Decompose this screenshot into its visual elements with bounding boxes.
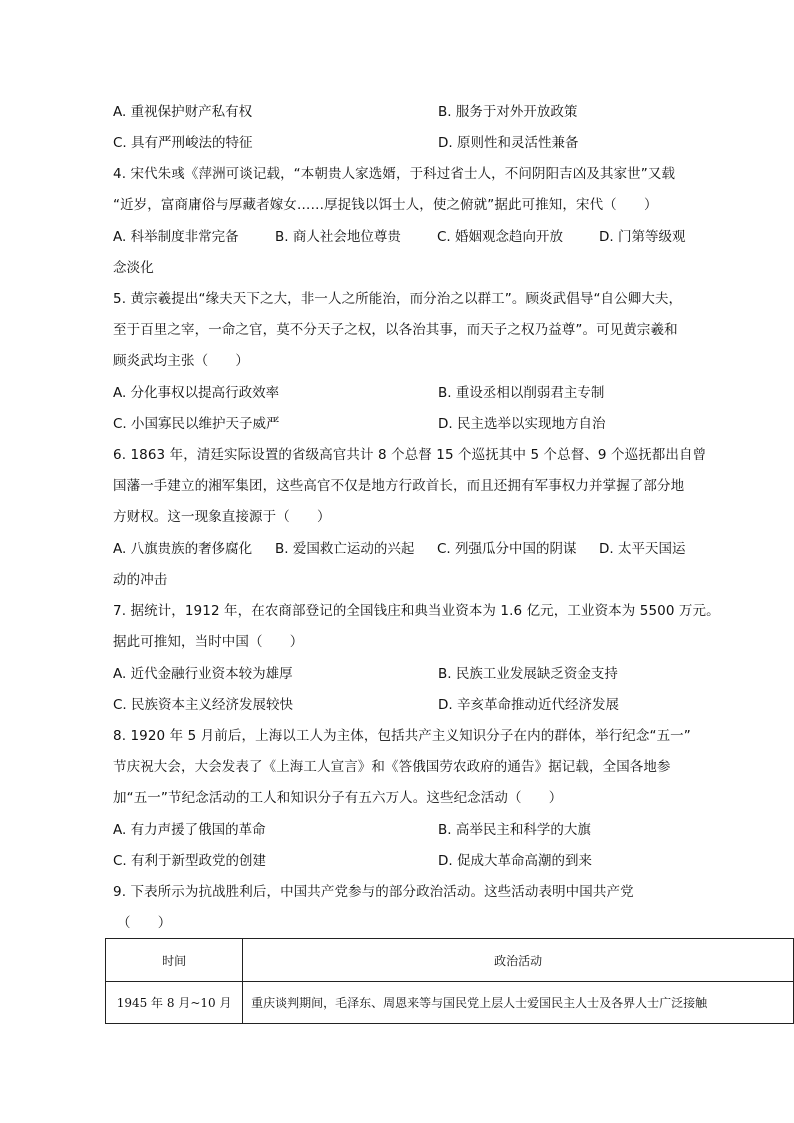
q8-option-d: D. 促成大革命高潮的到来	[438, 853, 592, 869]
q6-option-d-cont: 动的冲击	[113, 572, 168, 588]
q8-option-a: A. 有力声援了俄国的革命	[113, 822, 266, 838]
q3-option-c: C. 具有严刑峻法的特征	[113, 135, 253, 151]
q6-option-b: B. 爱国救亡运动的兴起	[275, 541, 415, 557]
q5-stem-line-2: 至于百里之宰，一命之官，莫不分天子之权，以各治其事，而天子之权乃益尊”。可见黄宗羲和	[113, 322, 678, 338]
q8-option-b: B. 高举民主和科学的大旗	[438, 822, 591, 838]
q4-option-c: C. 婚姻观念趋向开放	[437, 229, 564, 245]
q3-option-a: A. 重视保护财产私有权	[113, 104, 253, 120]
q6-option-a: A. 八旗贵族的奢侈腐化	[113, 541, 253, 557]
q7-option-a: A. 近代金融行业资本较为雄厚	[113, 666, 293, 682]
q5-stem-line-1: 5. 黄宗羲提出“缘夫天下之大，非一人之所能治，而分治之以群工”。顾炎武倡导“自公卿大夫，	[113, 291, 683, 307]
q4-stem-line-1: 4. 宋代朱彧《萍洲可谈记载，“本朝贵人家选婿，于科过省士人，不问阴阳吉凶及其家世”又载	[113, 166, 676, 182]
q6-stem-line-2: 国藩一手建立的湘军集团，这些高官不仅是地方行政首长，而且还拥有军事权力并掌握了部分地	[113, 478, 685, 494]
q5-option-a: A. 分化事权以提高行政效率	[113, 385, 280, 401]
q6-option-c: C. 列强瓜分中国的阴谋	[437, 541, 577, 557]
q6-option-d: D. 太平天国运	[599, 541, 686, 557]
q4-option-d: D. 门第等级观	[599, 229, 686, 245]
q7-option-d: D. 辛亥革命推动近代经济发展	[438, 697, 619, 713]
table-header-row	[106, 939, 794, 982]
q7-option-c: C. 民族资本主义经济发展较快	[113, 697, 294, 713]
q7-stem-line-1: 7. 据统计，1912 年，在农商部登记的全国钱庄和典当业资本为 1.6 亿元，工业资本为 5500 万元。	[113, 603, 720, 619]
q6-stem-line-1: 6. 1863 年，清廷实际设置的省级高官共计 8 个总督 15 个巡抚其中 5 个总督、9 个巡抚都出自曾	[113, 447, 707, 463]
q6-options	[113, 539, 685, 559]
q5-option-d: D. 民主选举以实现地方自治	[438, 416, 606, 432]
table-header-activity: 政治活动	[243, 939, 794, 982]
q4-stem-line-2: “近岁，富商庸俗与厚藏者嫁女……厚捉钱以饵士人，使之俯就”据此可推知，宋代（ ）	[113, 197, 658, 213]
q5-option-b: B. 重设丞相以削弱君主专制	[438, 385, 605, 401]
q4-options	[113, 227, 685, 247]
q4-option-b: B. 商人社会地位尊贵	[275, 229, 401, 245]
q9-table	[105, 938, 794, 1024]
q8-stem-line-1: 8. 1920 年 5 月前后，上海以工人为主体，包括共产主义知识分子在内的群体，举行纪念“五一”	[113, 728, 691, 744]
table-cell-time: 1945 年 8 月~10 月	[106, 982, 243, 1024]
q8-stem-line-2: 节庆祝大会，大会发表了《上海工人宣言》和《答俄国劳农政府的通告》据记载，全国各地参	[113, 759, 671, 775]
q4-option-d-cont: 念淡化	[113, 260, 154, 276]
q9-stem-line-1: 9. 下表所示为抗战胜利后，中国共产党参与的部分政治活动。这些活动表明中国共产党	[113, 884, 634, 900]
q7-option-b: B. 民族工业发展缺乏资金支持	[438, 666, 618, 682]
q4-option-a: A. 科举制度非常完备	[113, 229, 239, 245]
q8-option-c: C. 有利于新型政党的创建	[113, 853, 267, 869]
q3-option-b: B. 服务于对外开放政策	[438, 104, 578, 120]
table-row	[106, 982, 794, 1024]
table-header-time: 时间	[106, 939, 243, 982]
q5-option-c: C. 小国寡民以维护天子威严	[113, 416, 280, 432]
table-cell-activity: 重庆谈判期间，毛泽东、周恩来等与国民党上层人士爱国民主人士及各界人士广泛接触	[243, 982, 794, 1024]
q5-stem-line-3: 顾炎武均主张（ ）	[113, 353, 249, 369]
q7-stem-line-2: 据此可推知，当时中国（ ）	[113, 634, 304, 650]
q6-stem-line-3: 方财权。这一现象直接源于（ ）	[113, 509, 331, 525]
q3-option-d: D. 原则性和灵活性兼备	[438, 135, 579, 151]
q9-stem-line-2: （ ）	[117, 915, 172, 931]
q8-stem-line-3: 加“五一”节纪念活动的工人和知识分子有五六万人。这些纪念活动（ ）	[113, 790, 563, 806]
